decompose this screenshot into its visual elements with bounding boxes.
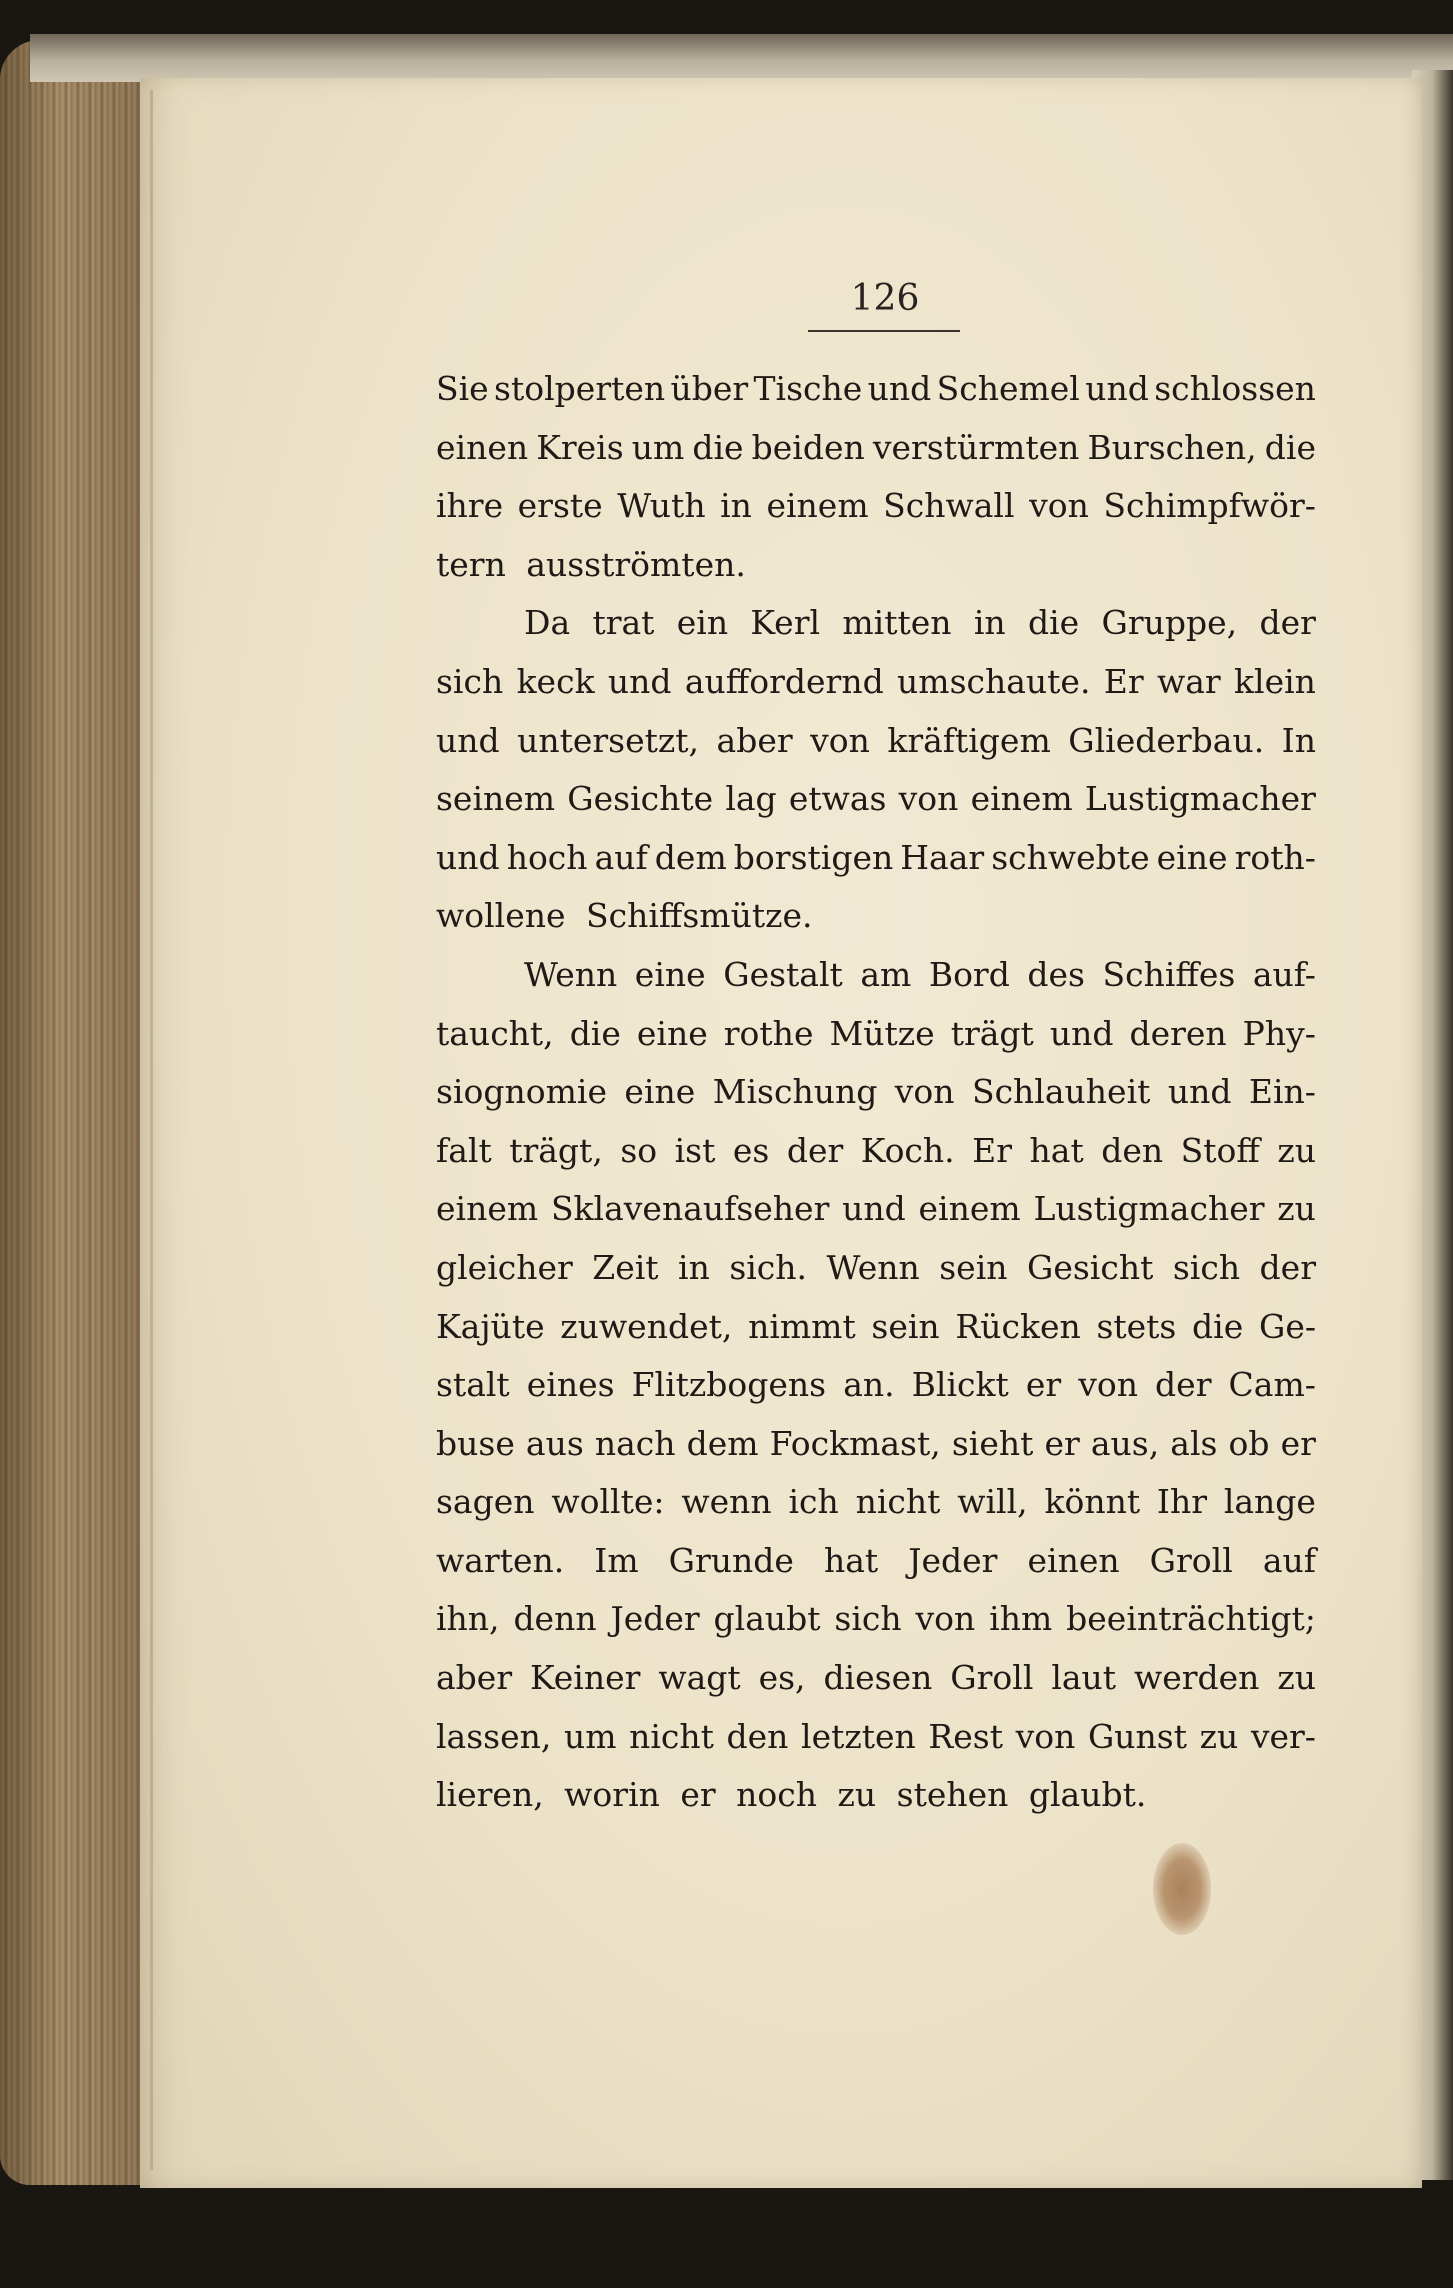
text-word: des	[1027, 954, 1085, 994]
text-word: siognomie	[436, 1072, 607, 1112]
text-word: Schwall	[883, 486, 1015, 526]
text-word: laut	[1051, 1658, 1117, 1698]
text-line	[436, 1005, 1316, 1064]
text-line	[436, 1122, 1316, 1181]
text-word: eine	[1156, 837, 1228, 877]
text-word: mitten	[842, 603, 952, 643]
text-word: in	[678, 1247, 710, 1287]
text-word: ihre	[436, 486, 504, 526]
text-line	[436, 360, 1316, 419]
text-word: Gesichte	[567, 779, 714, 819]
text-word: Cam-	[1228, 1365, 1316, 1405]
text-word: sich	[834, 1599, 902, 1639]
text-word: denn	[513, 1599, 597, 1639]
text-word: stolperten	[494, 369, 666, 408]
text-line	[436, 1649, 1316, 1708]
text-word: nach	[594, 1423, 676, 1463]
text-word: nicht	[629, 1716, 714, 1756]
text-word: Er	[972, 1130, 1013, 1170]
text-word: dem	[654, 837, 727, 877]
text-word: erste	[517, 486, 603, 526]
text-line	[436, 653, 1316, 712]
text-word: umschaute.	[897, 661, 1091, 701]
text-word: zu	[1277, 1130, 1316, 1170]
text-word: werden	[1133, 1658, 1260, 1698]
text-word: einen	[1027, 1540, 1120, 1580]
text-word: zu	[1277, 1658, 1316, 1698]
text-word: von	[810, 720, 870, 760]
text-word: ist	[674, 1130, 716, 1170]
text-line	[436, 477, 1316, 536]
text-word: sich.	[729, 1247, 808, 1287]
text-word: er	[1280, 1423, 1316, 1463]
text-word: in	[720, 486, 752, 526]
text-word: der	[1259, 1247, 1316, 1287]
text-line	[436, 1532, 1316, 1591]
text-word: schlossen	[1154, 369, 1316, 408]
text-word: Kreis	[536, 427, 624, 467]
text-word: Blickt	[911, 1365, 1009, 1405]
text-word: Phy-	[1242, 1013, 1316, 1053]
text-word: diesen	[823, 1658, 933, 1698]
text-word: beiden	[751, 427, 865, 467]
text-word: untersetzt,	[517, 720, 700, 760]
text-word: sich	[436, 661, 504, 701]
text-word: borstigen	[733, 837, 894, 877]
text-word: Im	[594, 1540, 639, 1580]
text-line	[436, 770, 1316, 829]
text-word: von	[1015, 1716, 1076, 1756]
text-word: von	[898, 779, 959, 819]
text-word: als	[1170, 1423, 1218, 1463]
text-word: die	[1264, 427, 1316, 467]
text-word: eine	[636, 1013, 708, 1053]
text-word: Schlauheit	[971, 1072, 1151, 1112]
text-word: Koch.	[860, 1130, 955, 1170]
text-word: so	[620, 1130, 658, 1170]
text-word: und	[1049, 1013, 1114, 1053]
text-word: er	[1025, 1365, 1062, 1405]
text-word: In	[1281, 720, 1316, 760]
text-word: sieht	[951, 1423, 1034, 1463]
text-word: Sklavenaufseher	[550, 1189, 830, 1229]
text-word: aus	[525, 1423, 584, 1463]
text-word: Er	[1103, 661, 1144, 701]
text-word: will,	[957, 1482, 1028, 1522]
text-line	[436, 1180, 1316, 1239]
text-word: trat	[592, 603, 655, 643]
text-word: ob	[1228, 1423, 1270, 1463]
text-word: beeinträchtigt;	[1066, 1599, 1316, 1639]
text-line	[436, 712, 1316, 771]
text-word: falt	[436, 1130, 492, 1170]
text-word: einem	[436, 1189, 539, 1229]
text-line	[436, 1239, 1316, 1298]
text-word: Gesicht	[1026, 1247, 1154, 1287]
text-word: könnt	[1044, 1482, 1141, 1522]
text-word: die	[1192, 1306, 1244, 1346]
text-word: ein	[676, 603, 729, 643]
text-word: die	[569, 1013, 621, 1053]
text-word: gleicher	[436, 1247, 573, 1287]
text-word: Grunde	[668, 1540, 794, 1580]
text-word: Rest	[928, 1716, 1003, 1756]
text-line	[436, 1708, 1316, 1767]
text-word: und	[867, 369, 932, 408]
text-word: roth-	[1234, 837, 1316, 877]
text-word: von	[894, 1072, 955, 1112]
text-word: trägt	[950, 1013, 1034, 1053]
text-word: Tische	[753, 369, 863, 408]
text-word: die	[692, 427, 744, 467]
text-line	[436, 1356, 1316, 1415]
text-word: und	[1085, 369, 1149, 408]
text-word: stalt	[436, 1365, 510, 1405]
text-word: keck	[516, 661, 595, 701]
text-word: eine	[634, 954, 706, 994]
text-word: lassen,	[436, 1716, 552, 1756]
text-word: Ein-	[1248, 1072, 1316, 1112]
text-word: Burschen,	[1087, 427, 1257, 467]
text-word: kräftigem	[887, 720, 1051, 760]
text-word: Ihr	[1156, 1482, 1207, 1522]
text-line	[436, 1473, 1316, 1532]
text-word: einem	[918, 1189, 1021, 1229]
text-word: ich	[788, 1482, 839, 1522]
book-spine-shadow	[0, 40, 150, 2185]
text-word: Gunst	[1087, 1716, 1188, 1756]
text-word: einen	[436, 427, 529, 467]
text-word: Ge-	[1258, 1306, 1316, 1346]
page-number-rule	[808, 330, 960, 332]
text-word: es,	[758, 1658, 806, 1698]
text-word: aber	[716, 720, 793, 760]
text-word: an.	[843, 1365, 895, 1405]
text-word: glaubt	[713, 1599, 821, 1639]
text-word: von	[1029, 486, 1089, 526]
text-word: hat	[824, 1540, 879, 1580]
text-word: letzten	[801, 1716, 916, 1756]
text-word: taucht,	[436, 1013, 554, 1053]
text-word: Wuth	[617, 486, 706, 526]
text-word: sagen	[436, 1482, 535, 1522]
text-word: zu	[1277, 1189, 1316, 1229]
text-word: buse	[436, 1423, 515, 1463]
text-word: Wenn	[826, 1247, 920, 1287]
text-word: Kerl	[750, 603, 821, 643]
text-word: um	[631, 427, 685, 467]
text-word: Sie	[436, 369, 489, 408]
text-word: sein	[939, 1247, 1008, 1287]
page-top-edge	[30, 34, 1453, 82]
text-word: hat	[1029, 1130, 1084, 1170]
text-word: Stoff	[1180, 1130, 1260, 1170]
text-word: aus,	[1090, 1423, 1160, 1463]
text-word: ihn,	[436, 1599, 500, 1639]
text-word: eines	[526, 1365, 615, 1405]
text-word: den	[1101, 1130, 1164, 1170]
text-word: deren	[1129, 1013, 1227, 1053]
text-word: der	[786, 1130, 844, 1170]
text-word: rothe	[723, 1013, 814, 1053]
text-word: Rücken	[955, 1306, 1081, 1346]
text-word: Jeder	[610, 1599, 700, 1639]
text-word: einem	[970, 779, 1073, 819]
text-word: Mütze	[829, 1013, 935, 1053]
text-line	[436, 1298, 1316, 1357]
text-word: nimmt	[748, 1306, 856, 1346]
text-word: wagt	[658, 1658, 741, 1698]
text-word: und	[436, 720, 500, 760]
text-word: schwebte	[991, 837, 1150, 877]
text-line	[436, 1063, 1316, 1122]
text-word: Jeder	[908, 1540, 998, 1580]
text-line: tern ausströmten.	[436, 544, 746, 584]
text-word: Gliederbau.	[1068, 720, 1265, 760]
text-word: den	[726, 1716, 789, 1756]
page-gutter	[150, 90, 153, 2170]
text-word: auffordernd	[684, 661, 884, 701]
text-word: Keiner	[530, 1658, 641, 1698]
text-word: der	[1155, 1365, 1212, 1405]
text-word: sich	[1172, 1247, 1241, 1287]
text-line: wollene Schiffsmütze.	[436, 896, 813, 936]
body-text	[436, 360, 1316, 1825]
text-word: eine	[624, 1072, 696, 1112]
text-word: etwas	[788, 779, 887, 819]
text-word: von	[915, 1599, 976, 1639]
text-word: Groll	[950, 1658, 1034, 1698]
text-word: die	[1027, 603, 1080, 643]
text-word: Da	[524, 603, 571, 643]
text-word: trägt,	[509, 1130, 603, 1170]
text-line	[436, 946, 1316, 1005]
text-word: Flitzbogens	[631, 1365, 827, 1405]
text-word: und	[436, 837, 500, 877]
text-word: es	[732, 1130, 770, 1170]
text-line	[436, 1590, 1316, 1649]
text-word: einem	[766, 486, 869, 526]
text-line	[436, 829, 1316, 888]
text-word: wollte:	[551, 1482, 665, 1522]
text-line	[436, 594, 1316, 653]
text-word: er	[1044, 1423, 1080, 1463]
text-word: Groll	[1149, 1540, 1233, 1580]
text-word: Fockmast,	[769, 1423, 941, 1463]
text-word: lag	[725, 779, 777, 819]
text-word: sein	[871, 1306, 940, 1346]
text-word: Gestalt	[723, 954, 843, 994]
text-word: am	[860, 954, 912, 994]
text-word: der	[1259, 603, 1316, 643]
text-line	[436, 419, 1316, 478]
text-word: und	[1167, 1072, 1232, 1112]
text-word: um	[563, 1716, 617, 1756]
text-word: lange	[1223, 1482, 1316, 1522]
text-word: von	[1078, 1365, 1138, 1405]
text-word: Schimpfwör-	[1103, 486, 1316, 526]
text-word: nicht	[855, 1482, 941, 1522]
text-word: in	[973, 603, 1006, 643]
text-word: auf-	[1252, 954, 1316, 994]
text-word: war	[1157, 661, 1221, 701]
text-word: über	[670, 369, 749, 408]
text-word: ver-	[1250, 1716, 1316, 1756]
text-word: ihm	[989, 1599, 1053, 1639]
text-word: und	[842, 1189, 906, 1229]
text-word: und	[607, 661, 672, 701]
text-word: Bord	[928, 954, 1010, 994]
text-word: Zeit	[592, 1247, 659, 1287]
text-word: Schiffes	[1102, 954, 1236, 994]
paper-stain	[1153, 1843, 1211, 1935]
text-word: Lustigmacher	[1033, 1189, 1265, 1229]
text-word: Haar	[900, 837, 985, 877]
text-line: lieren, worin er noch zu stehen glaubt.	[436, 1775, 1147, 1815]
text-word: Mischung	[712, 1072, 878, 1112]
text-word: aber	[436, 1658, 513, 1698]
text-word: zu	[1199, 1716, 1239, 1756]
text-word: stets	[1096, 1306, 1177, 1346]
text-word: Kajüte	[436, 1306, 545, 1346]
text-word: dem	[686, 1423, 759, 1463]
text-line	[436, 1415, 1316, 1474]
text-word: wenn	[681, 1482, 772, 1522]
text-word: hoch	[506, 837, 588, 877]
text-word: Gruppe,	[1101, 603, 1238, 643]
page-number: 126	[850, 278, 920, 319]
text-word: zuwendet,	[560, 1306, 733, 1346]
text-word: warten.	[436, 1540, 565, 1580]
text-word: auf	[594, 837, 648, 877]
text-word: Wenn	[524, 954, 618, 994]
text-word: klein	[1234, 661, 1316, 701]
text-word: seinem	[436, 779, 556, 819]
text-word: Lustigmacher	[1084, 779, 1316, 819]
text-word: auf	[1262, 1540, 1316, 1580]
text-word: Schemel	[936, 369, 1080, 408]
text-word: verstürmten	[872, 427, 1080, 467]
